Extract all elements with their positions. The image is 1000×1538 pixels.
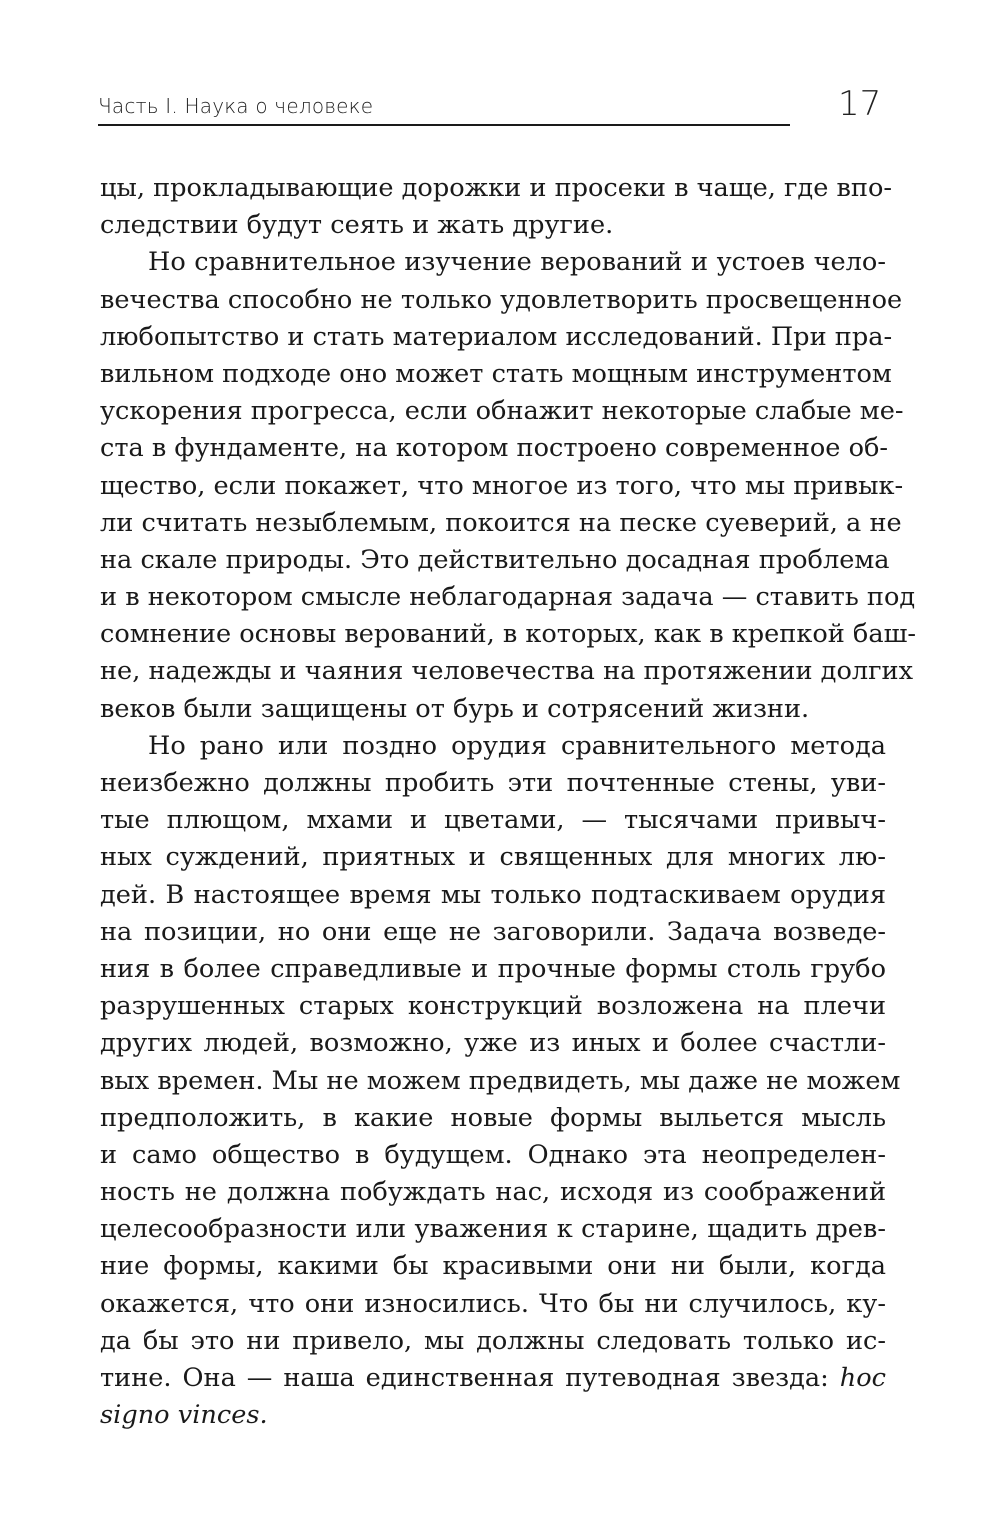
text-line: окажется, что они износились. Что бы ни случилось, ку- <box>100 1288 886 1319</box>
text-line: и в некотором смысле неблагодарная задача — ставить под <box>100 582 916 613</box>
text-line: Но рано или поздно орудия сравнительного метода <box>148 730 886 761</box>
latin-motto-start: hoc <box>839 1363 886 1393</box>
running-head-title: Часть I. Наука о человеке <box>98 94 374 118</box>
text-line: цы, прокладывающие дорожки и просеки в чаще, где впо- <box>100 173 892 203</box>
text-line: предположить, в какие новые формы выльется мысль <box>100 1102 886 1133</box>
text-line: следствии будут сеять и жать другие. <box>100 210 614 241</box>
text-line: ния в более справедливые и прочные формы столь грубо <box>100 953 886 984</box>
text-line: и само общество в будущем. Однако эта неопределен- <box>100 1139 886 1170</box>
text-line: вых времен. Мы не можем предвидеть, мы даже не можем <box>100 1065 901 1096</box>
text-line: не, надежды и чаяния человечества на протяжении долгих <box>100 656 914 687</box>
text-line: ние формы, какими бы красивыми они ни были, когда <box>100 1251 886 1282</box>
text-line: дей. В настоящее время мы только подтаскиваем орудия <box>100 879 886 910</box>
text-line: любопытство и стать материалом исследований. При пра- <box>100 321 893 352</box>
text-line: вечества способно не только удовлетворить просвещенное <box>100 284 903 315</box>
text-line: неизбежно должны пробить эти почтенные стены, уви- <box>100 768 886 798</box>
text-line: сомнение основы верований, в которых, как в крепкой баш- <box>100 619 917 650</box>
latin-motto-end: signo vinces. <box>100 1400 268 1431</box>
text-line: щество, если покажет, что многое из того, что мы привык- <box>100 470 904 501</box>
text-line-segment: тине. Она — наша единственная путеводная звезда: <box>100 1363 829 1393</box>
page-number: 17 <box>838 84 882 124</box>
running-head <box>98 88 790 126</box>
text-line: целесообразности или уважения к старине, щадить древ- <box>100 1214 886 1245</box>
text-line: ных суждений, приятных и священных для многих лю- <box>100 842 886 873</box>
text-line: ста в фундаменте, на котором построено современное об- <box>100 433 889 464</box>
text-line: ускорения прогресса, если обнажит некоторые слабые ме- <box>100 396 904 427</box>
body-text <box>100 170 917 1434</box>
text-line: ли считать незыблемым, покоится на песке суеверий, а не <box>100 507 902 538</box>
text-line: разрушенных старых конструкций возложена на плечи <box>100 991 886 1022</box>
text-line: да бы это ни привело, мы должны следовать только ис- <box>100 1325 886 1356</box>
text-line: Но сравнительное изучение верований и устоев чело- <box>148 247 886 278</box>
text-line: других людей, возможно, уже из иных и более счастли- <box>100 1028 886 1059</box>
text-line: на скале природы. Это действительно досадная проблема <box>100 544 890 575</box>
text-line: на позиции, но они еще не заговорили. Задача возведе- <box>100 916 886 947</box>
text-line: тые плющом, мхами и цветами, — тысячами привыч- <box>100 805 886 836</box>
text-line: вильном подходе оно может стать мощным инструментом <box>100 358 892 389</box>
text-line: веков были защищены от бурь и сотрясений жизни. <box>100 693 810 724</box>
text-line-with-motto <box>100 1360 886 1397</box>
text-line: ность не должна побуждать нас, исходя из соображений <box>100 1177 886 1208</box>
